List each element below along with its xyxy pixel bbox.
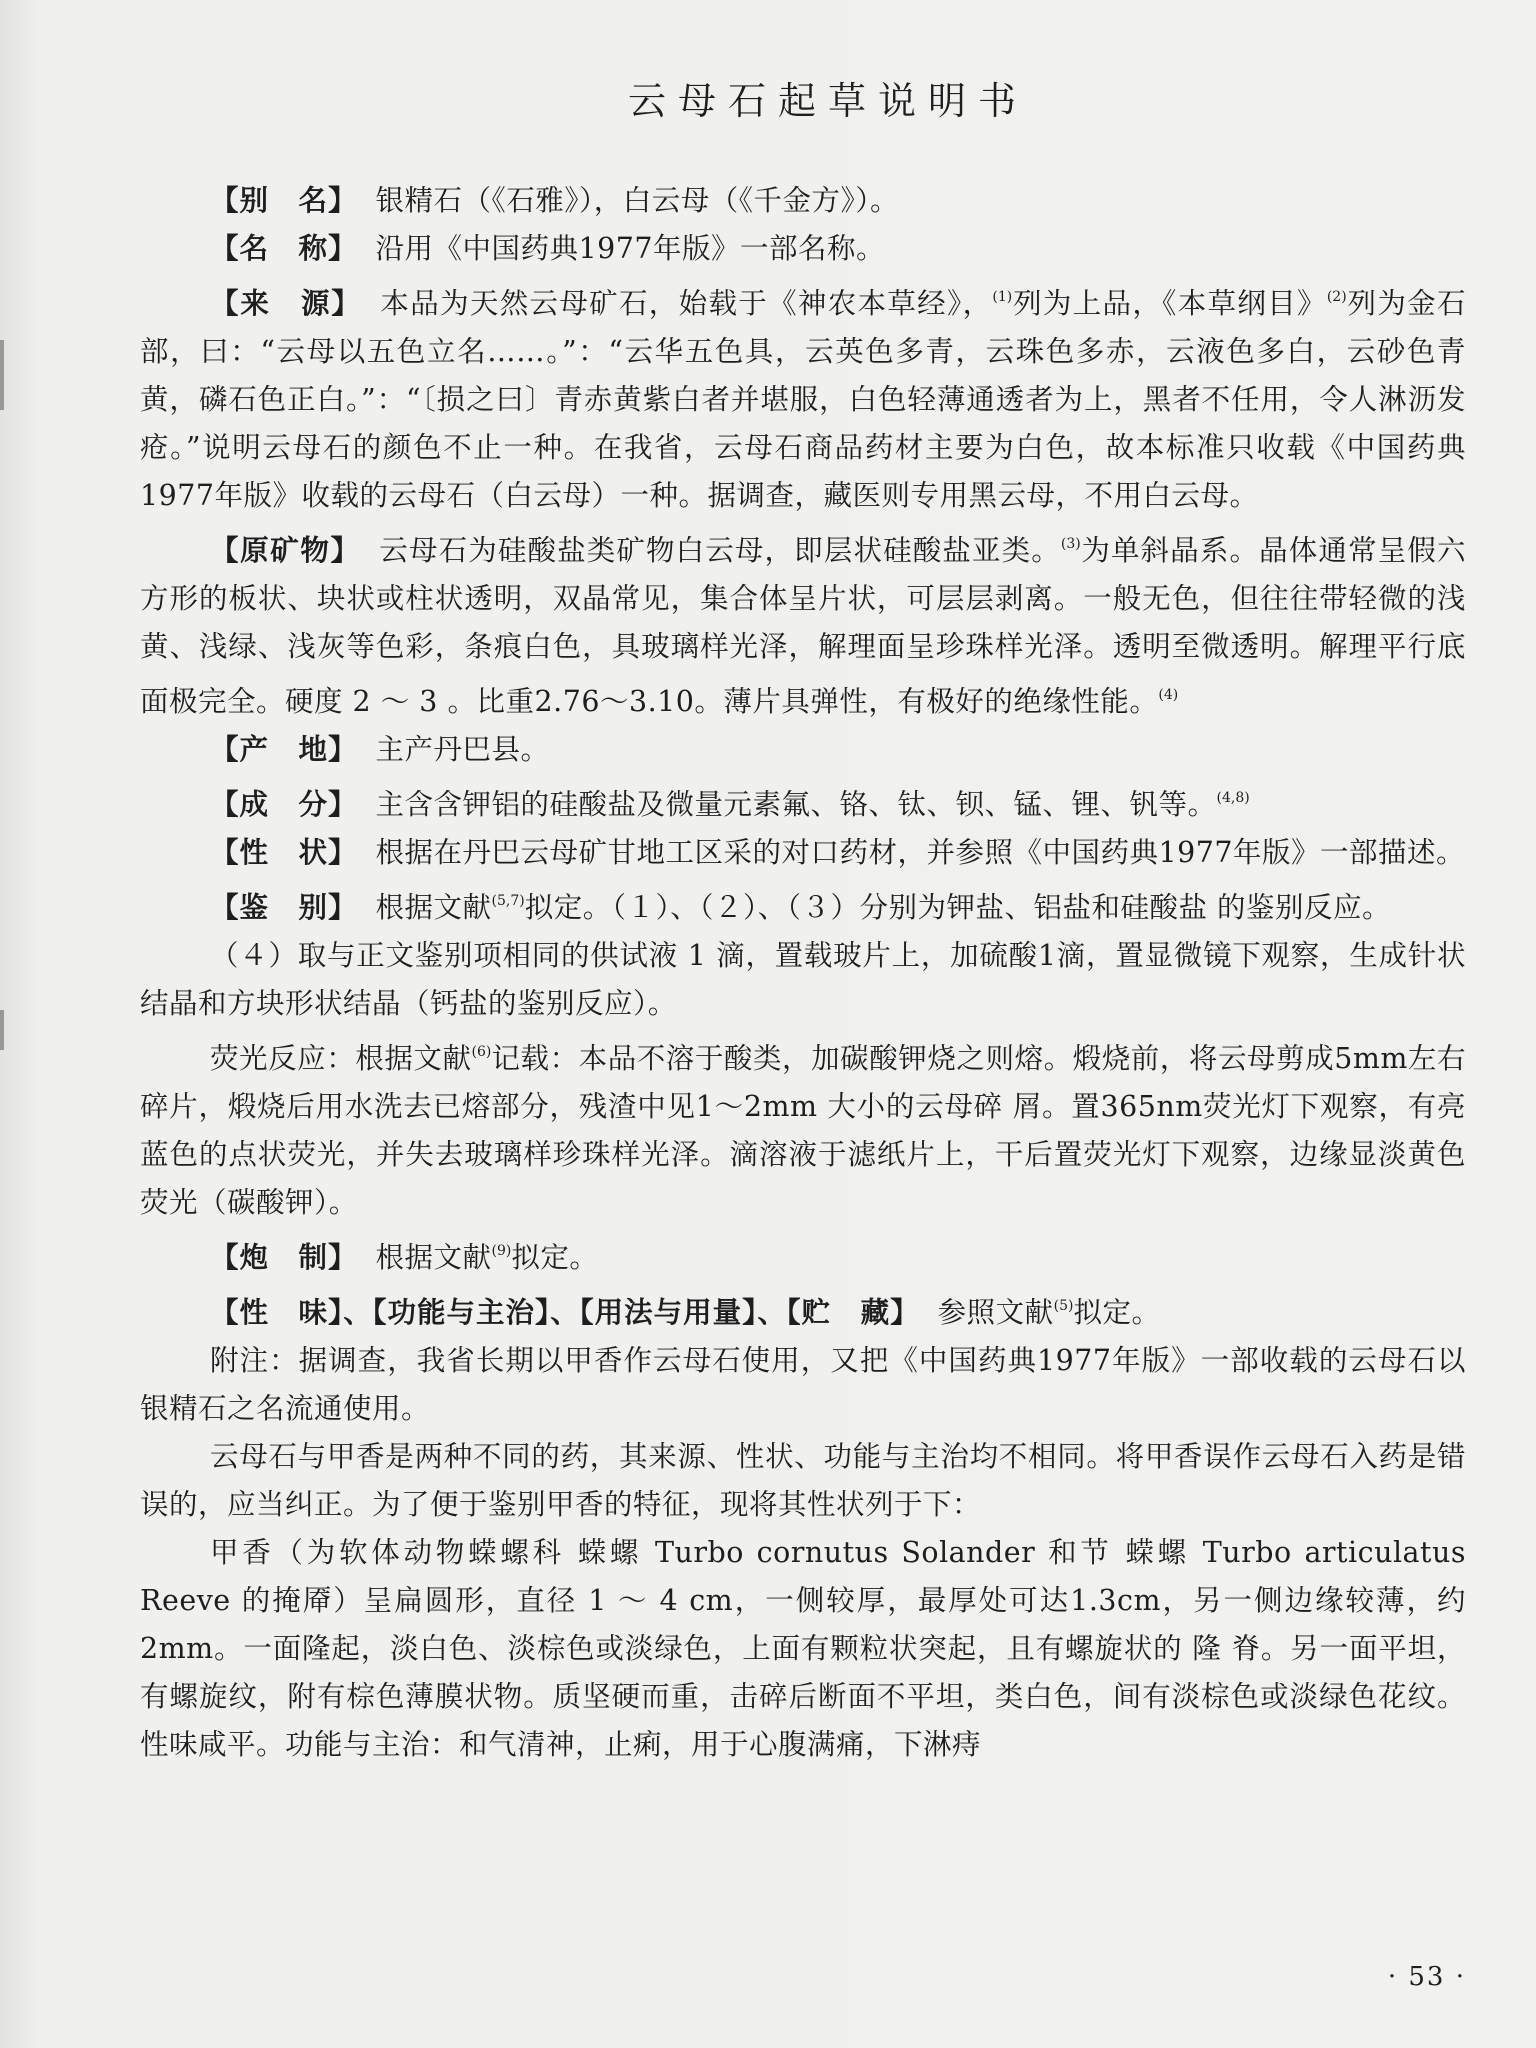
section-label: 【贮 藏】 — [786, 1296, 920, 1329]
section-text: 银精石（《石雅》），白云母（《千金方》）。 — [375, 184, 900, 217]
separator: 、 — [343, 1295, 373, 1329]
section-alias — [140, 177, 1466, 225]
section-label: 【炮 制】 — [210, 1241, 358, 1274]
section-mineral — [140, 520, 1466, 726]
section-misc — [140, 1282, 1466, 1337]
section-text: 记载：本品不溶于酸类，加碳酸钾烧之则熔。煅烧前，将云母剪成5mm左右碎片，煅烧后用水洗去已熔部分，残渣中见1～2mm 大小的云母碎 屑。置365nm荧光灯下观察，有亮蓝色的点状荧光，并失去玻璃样珍珠样光泽。滴溶液于滤纸片上，干后置荧光灯下观察，边缘显淡黄色荧光（碳酸钾）。 — [140, 1042, 1466, 1219]
section-text: 为单斜晶系。晶体通常呈假六方形的板状、块状或柱状透明，双晶常见，集合体呈片状，可层层剥离。一般无色，但往往带轻微的浅黄、浅绿、浅灰等色彩，条痕白色，具玻璃样光泽，解理面呈珍珠样光泽。透明至微透明。解理平行底面极完全。硬度 2 ～ 3 。比重2.76～3.10。薄片具弹性，有极好的绝缘性能。 — [140, 534, 1466, 718]
separator: 、 — [550, 1295, 580, 1329]
reference-marker: (5) — [1053, 1298, 1074, 1314]
reference-marker: (9) — [491, 1243, 512, 1259]
section-label: 【用法与用量】 — [579, 1296, 758, 1329]
section-label: 【性 状】 — [210, 836, 358, 869]
section-text: 拟定。（１）、（２）、（３）分别为钾盐、铝盐和硅酸盐 的鉴别反应。 — [524, 891, 1392, 924]
section-text: 根据在丹巴云母矿甘地工区采的对口药材，并参照《中国药典1977年版》一部描述。 — [375, 836, 1466, 869]
section-label: 【别 名】 — [210, 184, 358, 217]
section-text: 根据文献 — [375, 891, 492, 924]
section-processing — [140, 1227, 1466, 1282]
reference-marker: (5,7) — [491, 893, 525, 909]
reference-marker: (6) — [471, 1044, 492, 1060]
section-text: 云母石为硅酸盐类矿物白云母，即层状硅酸盐亚类。 — [378, 534, 1061, 567]
section-label: 【成 分】 — [210, 788, 358, 821]
section-label: 【鉴 别】 — [210, 891, 358, 924]
section-text: 荧光反应：根据文献 — [210, 1042, 472, 1075]
section-text: 列为金石部，曰：“云母以五色立名……。”：“云华五色具，云英色多青，云珠色多赤，云液色多白，云砂色青黄，磷石色正白。”：“〔损之曰〕青赤黄紫白者并堪服，白色轻薄通透者为上，黑者不任用，令人淋沥发疮。”说明云母石的颜色不止一种。在我省，云母石商品药材主要为白色，故本标准只收载《中国药典1977年版》收载的云母石（白云母）一种。据调查，藏医则专用黑云母，不用白云母。 — [140, 287, 1466, 512]
identification-paragraph: （４）取与正文鉴别项相同的供试液 1 滴，置载玻片上，加硫酸1滴，置显微镜下观察，生成针状结晶和方块形状结晶（钙盐的鉴别反应）。 — [140, 939, 1466, 1020]
section-text: 拟定。 — [511, 1241, 599, 1274]
reference-marker: (1) — [992, 289, 1013, 305]
note-paragraph: 云母石与甲香是两种不同的药，其来源、性状、功能与主治均不相同。将甲香误作云母石入药是错误的，应当纠正。为了便于鉴别甲香的特征，现将其性状列于下： — [140, 1440, 1466, 1521]
reference-marker: (2) — [1326, 289, 1347, 305]
section-name — [140, 225, 1466, 273]
section-label: 【产 地】 — [210, 733, 358, 766]
scan-edge-mark — [0, 340, 4, 410]
fluorescence-paragraph — [140, 1028, 1466, 1227]
section-text: 列为上品，《本草纲目》 — [1012, 287, 1327, 320]
scan-edge-mark — [0, 1010, 4, 1050]
page-title: 云母石起草说明书 — [627, 79, 1028, 123]
section-text: 参照文献 — [937, 1296, 1054, 1329]
note-paragraph: 附注：据调查，我省长期以甲香作云母石使用，又把《中国药典1977年版》一部收载的云母石以银精石之名流通使用。 — [140, 1344, 1466, 1425]
section-composition — [140, 774, 1466, 829]
section-label: 【名 称】 — [210, 232, 358, 265]
section-text: 拟定。 — [1073, 1296, 1161, 1329]
section-label: 【原矿物】 — [210, 534, 361, 567]
section-text: 沿用《中国药典1977年版》一部名称。 — [375, 232, 886, 265]
reference-marker: (4,8) — [1216, 790, 1250, 806]
section-text: 主产丹巴县。 — [375, 733, 550, 766]
section-text: 本品为天然云母矿石，始载于《神农本草经》， — [379, 287, 993, 320]
section-origin — [140, 726, 1466, 774]
section-text: 根据文献 — [375, 1241, 492, 1274]
reference-marker: (3) — [1060, 536, 1081, 552]
section-properties — [140, 829, 1466, 877]
reference-marker: (4) — [1158, 687, 1179, 703]
section-text: 主含含钾铝的硅酸盐及微量元素氟、铬、钛、钡、锰、锂、钒等。 — [375, 788, 1217, 821]
section-identification — [140, 877, 1466, 932]
section-label: 【性 味】 — [210, 1296, 344, 1329]
separator: 、 — [757, 1295, 787, 1329]
section-source — [140, 273, 1466, 520]
section-label: 【功能与主治】 — [372, 1296, 551, 1329]
page-number: · 53 · — [1387, 1962, 1466, 1992]
note-paragraph: 甲香（为软体动物蝾螺科 蝾螺 Turbo cornutus Solander 和节 蝾螺 Turbo articulatus Reeve 的掩厣）呈扁圆形，直径 1 ～ 4 cm，一侧较厚，最厚处可达1.3cm，另一侧边缘较薄，约 2mm。一面隆起，淡白色、淡棕色或淡绿色，上面有颗粒状突起，且有螺旋状的 隆 脊。另一面平坦，有螺旋纹，附有棕色薄膜状物。质坚硬而重，击碎后断面不平坦，类白色，间有淡棕色或淡绿色花纹。性味咸平。功能与主治：和气清神，止痢，用于心腹满痛，下淋痔 — [140, 1536, 1466, 1761]
section-label: 【来 源】 — [210, 287, 362, 320]
